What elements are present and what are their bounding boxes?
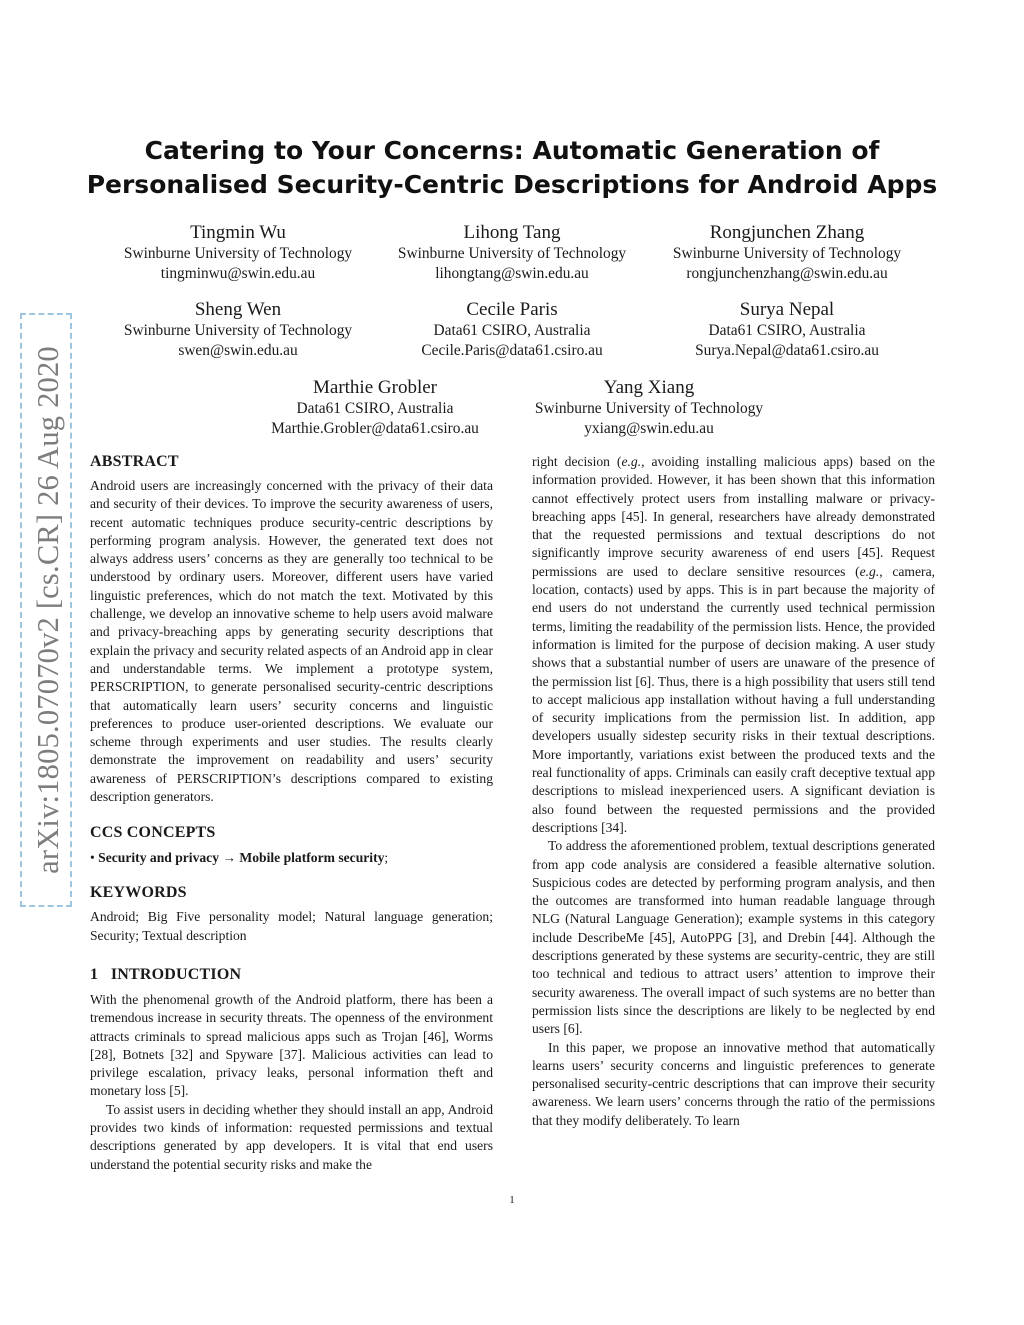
right-paragraph-2: To address the aforementioned problem, textual descriptions generated from app code analysis are considered a feasible alternative solution. Suspicious codes are detected by performing program analysis, and then the outcomes are transformed into human readable language through NLG (Natural Language Generation); example systems in this category include DescribeMe [45], AutoPPG [3], and Drebin [44]. Although the descriptions generated by these systems are security-centric, they are still too technical and tedious to attract users’ attention to improve their security awareness. The overall impact of such systems are no better than permission lists since the descriptions are likely to be neglected by end users [6]. [532, 838, 935, 1037]
author-block [93, 222, 383, 284]
left-column [90, 452, 493, 1174]
intro-paragraph-2: To assist users in deciding whether they should install an app, Android provides two kinds of information: requested permissions and textual descriptions generated by app developers. It is vital that end users understand the potential security risks and make the [90, 1101, 493, 1172]
author-affiliation: Swinburne University of Technology [123, 245, 353, 262]
arxiv-stamp [20, 313, 72, 907]
author-name: Tingmin Wu [190, 222, 286, 243]
author-affiliation: Data61 CSIRO, Australia [433, 322, 591, 339]
author-affiliation: Swinburne University of Technology [672, 245, 902, 262]
intro-heading [90, 965, 493, 985]
author-affiliation: Swinburne University of Technology [397, 245, 627, 262]
text-run-italic: e.g. [621, 454, 642, 469]
author-affiliation: Swinburne University of Technology [123, 322, 353, 339]
section-title: INTRODUCTION [110, 965, 242, 983]
right-column [532, 453, 935, 1130]
keywords-text: Android; Big Five personality model; Natural language generation; Security; Textual description [90, 909, 493, 943]
section-number: 1 [90, 965, 99, 983]
right-paragraph-3: In this paper, we propose an innovative method that automatically learns users’ security concerns and linguistic preferences to generate personalised security-centric descriptions that can improve their security awareness. We learn users’ concerns through the ratio of the permissions that they modify deliberately. To learn [532, 1039, 935, 1128]
author-email: tingminwu@swin.edu.au [160, 265, 316, 282]
page-number: 1 [509, 1194, 515, 1206]
author-email: Cecile.Paris@data61.csiro.au [421, 342, 603, 359]
author-email: yxiang@swin.edu.au [584, 420, 714, 437]
author-name: Surya Nepal [739, 299, 835, 320]
keywords-heading: KEYWORDS [90, 884, 187, 902]
author-block [642, 299, 932, 361]
author-name: Yang Xiang [603, 377, 695, 398]
author-email: rongjunchenzhang@swin.edu.au [686, 265, 888, 282]
author-name: Marthie Grobler [313, 377, 437, 398]
author-block [504, 377, 794, 439]
ccs-concepts [90, 849, 493, 867]
author-block [367, 299, 657, 361]
text-run: , avoiding installing malicious apps) based on the information provided. However, it has been shown that this information cannot effectively protect users from installing malware or privacy-breaching apps [45]. In general, researchers have already demonstrated that the requested permissions and textual descriptions do not significantly improve security awareness of end users [45]. Request permissions are used to declare sensitive resources ( [532, 454, 935, 579]
intro-paragraph-1: With the phenomenal growth of the Android platform, there has been a tremendous increase in security threats. The openness of the environment attracts criminals to spread malicious apps such as Trojan [46], Worms [28], Botnets [32] and Spyware [37]. Malicious activities can lead to privilege escalation, privacy leaks, personal information theft and monetary loss [5]. [90, 991, 493, 1099]
author-affiliation: Swinburne University of Technology [534, 400, 764, 417]
author-email: Marthie.Grobler@data61.csiro.au [271, 420, 479, 437]
text-run: right decision ( [532, 454, 622, 469]
author-name: Sheng Wen [194, 299, 282, 320]
author-email: Surya.Nepal@data61.csiro.au [695, 342, 879, 359]
author-email: lihongtang@swin.edu.au [435, 265, 589, 282]
text-run-italic: e.g. [859, 563, 880, 579]
ccs-end: ; [384, 850, 389, 866]
ccs-concept-b: Mobile platform security [239, 850, 385, 866]
abstract-text: Android users are increasingly concerned with the privacy of their data and security of their devices. To improve the security awareness of users, recent automatic techniques produce security-centric descriptions by performing program analysis. However, the generated text does not always address users’ concerns as they are generally too technical to be understood by ordinary users. Moreover, different users have varied linguistic preferences, which do not match the text. Motivated by this challenge, we develop an innovative scheme to help users avoid malware and privacy-breaching apps by generating security descriptions that explain the privacy and security related aspects of an Android app in clear and understandable terms. We implement a prototype system, PERSCRIPTION, to generate personalised security-centric descriptions that automatically learn users’ security concerns and linguistic preferences to produce user-oriented descriptions. We evaluate our scheme through experiments and user studies. The results clearly demonstrate the improvement on readability and users’ security awareness of PERSCRIPTION’s descriptions compared to existing description generators. [90, 478, 493, 805]
arxiv-id: arXiv:1805.07070v2 [cs.CR] 26 Aug 2020 [31, 346, 65, 874]
abstract-heading: ABSTRACT [90, 453, 179, 470]
text-run: , camera, location, contacts) used by apps. This is in part because the majority of end users do not understand the currently used technical permission terms, limiting the readability of the permission lists. Hence, the provided information is limited for the purpose of decision making. A user study shows that a substantial number of users are unaware of the presence of the permission list [6]. Thus, there is a high possibility that users still tend to accept malicious app installation without having a full understanding of security implications from the permission list. In addition, app developers usually sidestep security risks in their textual descriptions. More importantly, variations exist between the produced texts and the real functionality of apps. Criminals can easily craft deceptive textual app descriptions to mislead inexperienced users. A significant deviation is also found between the requested permissions and the provided descriptions [34]. [532, 563, 936, 835]
arrow-icon: → [222, 850, 237, 866]
right-paragraph-1 [532, 453, 935, 837]
author-name: Lihong Tang [463, 222, 561, 243]
ccs-heading: CCS CONCEPTS [90, 824, 216, 842]
title-line-2: Personalised Security-Centric Descriptions for Android Apps [86, 170, 938, 199]
author-email: swen@swin.edu.au [178, 342, 298, 359]
author-name: Cecile Paris [466, 299, 558, 320]
author-affiliation: Data61 CSIRO, Australia [708, 322, 866, 339]
title-line-1: Catering to Your Concerns: Automatic Generation of [144, 136, 880, 165]
author-name: Rongjunchen Zhang [709, 222, 865, 243]
ccs-bullet: • [90, 850, 95, 866]
author-affiliation: Data61 CSIRO, Australia [296, 400, 454, 417]
author-block [367, 222, 657, 284]
author-block [93, 299, 383, 361]
author-block [642, 222, 932, 284]
ccs-concept-a: Security and privacy [98, 850, 220, 866]
paper-title [0, 134, 1024, 202]
author-block [230, 377, 520, 439]
